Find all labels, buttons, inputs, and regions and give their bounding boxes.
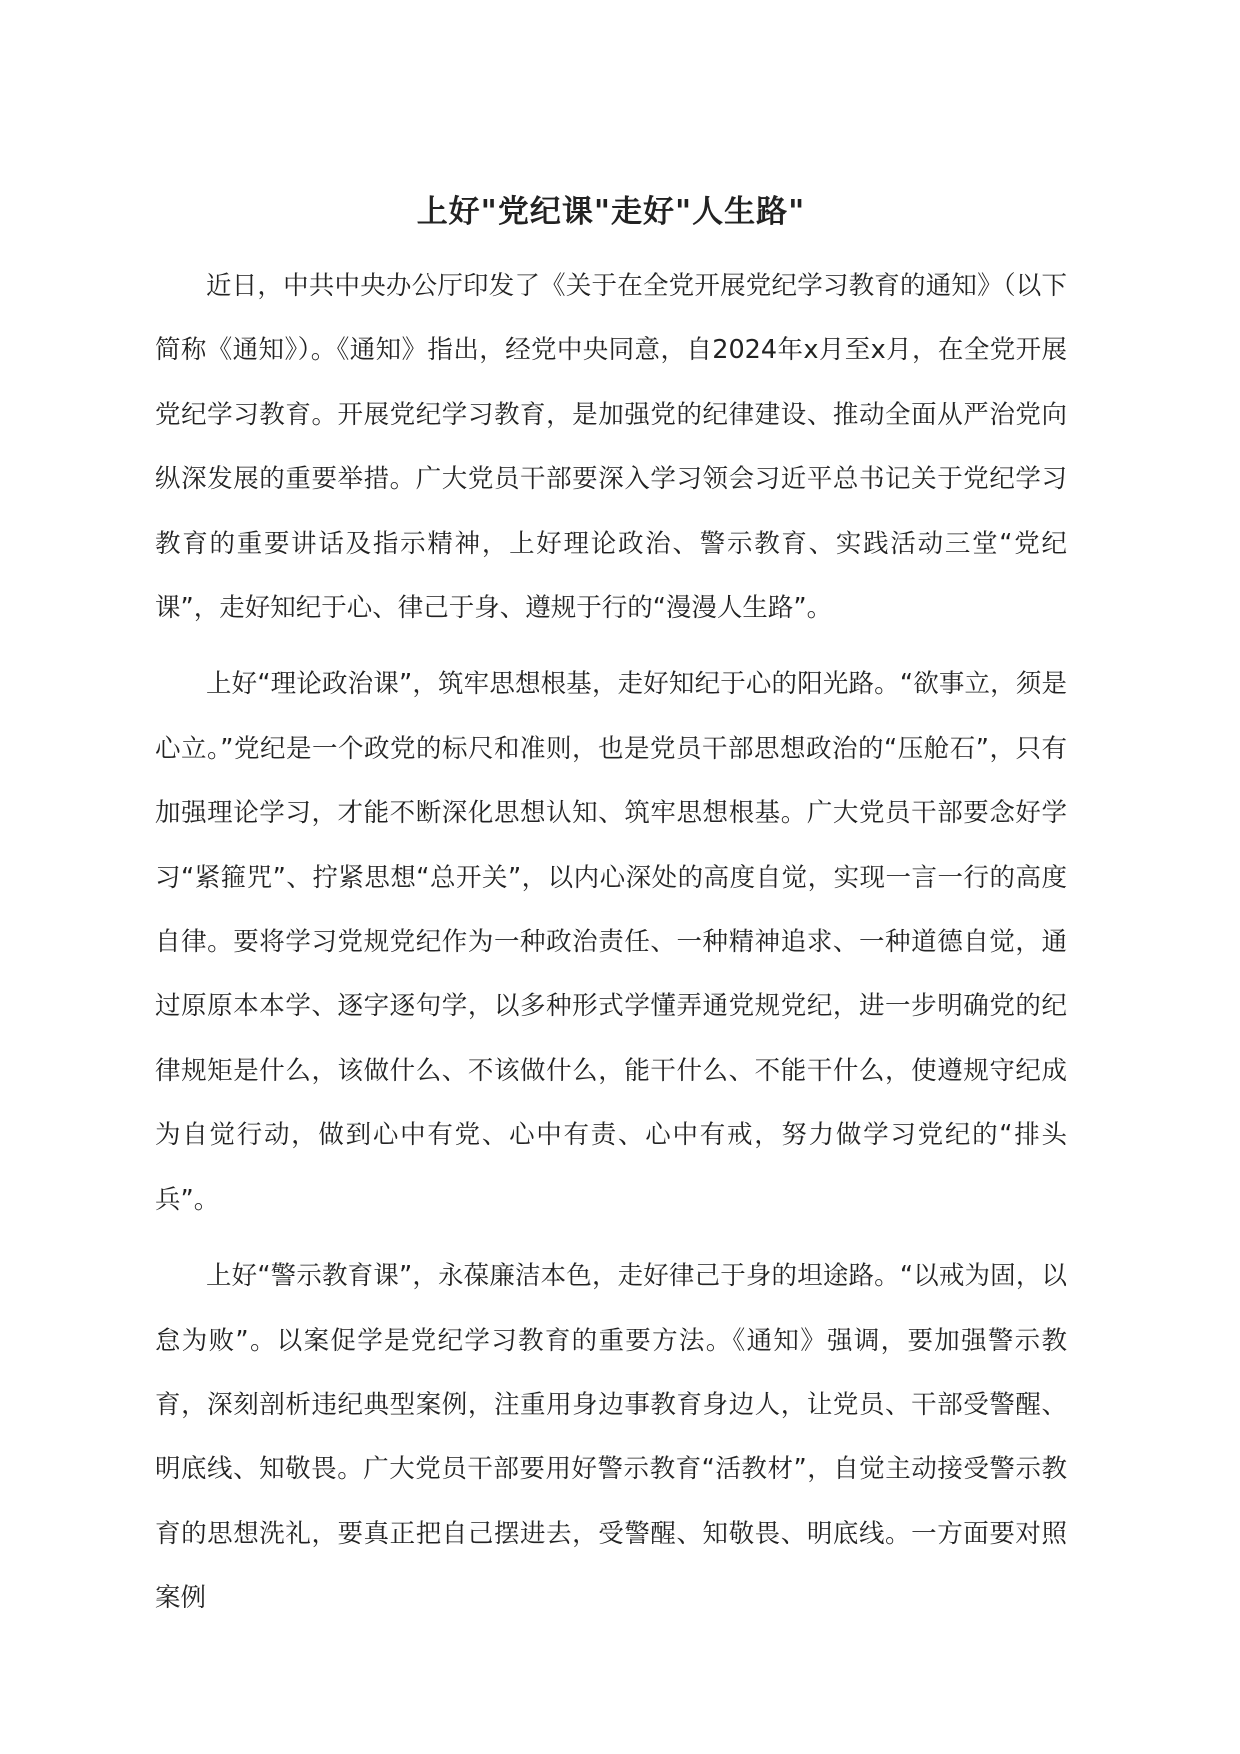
paragraph-warning-class: 上好“警示教育课”，永葆廉洁本色，走好律己于身的坦途路。“以戒为固，以怠为败”。以案促学是党纪学习教育的重要方法。《通知》强调，要加强警示教育，深刻剖析违纪典型案例，注重用身边事教育身边人，让党员、干部受警醒、明底线、知敬畏。广大党员干部要用好警示教育“活教材”，自觉主动接受警示教育的思想洗礼，要真正把自己摆进去，受警醒、知敬畏、明底线。一方面要对照案例 (155, 1261, 1067, 1614)
paragraph-intro: 近日，中共中央办公厅印发了《关于在全党开展党纪学习教育的通知》（以下简称《通知》）。《通知》指出，经党中央同意，自2024年x月至x月，在全党开展党纪学习教育。开展党纪学习教育，是加强党的纪律建设、推动全面从严治党向纵深发展的重要举措。广大党员干部要深入学习领会习近平总书记关于党纪学习教育的重要讲话及指示精神，上好理论政治、警示教育、实践活动三堂“党纪课”，走好知纪于心、律己于身、遵规于行的“漫漫人生路”。 (155, 271, 1067, 624)
document-title: 上好"党纪课"走好"人生路" (416, 194, 806, 230)
document-page (155, 190, 1067, 1643)
paragraph-theory-class: 上好“理论政治课”，筑牢思想根基，走好知纪于心的阳光路。“欲事立，须是心立。”党纪是一个政党的标尺和准则，也是党员干部思想政治的“压舱石”，只有加强理论学习，才能不断深化思想认知、筑牢思想根基。广大党员干部要念好学习“紧箍咒”、拧紧思想“总开关”，以内心深处的高度自觉，实现一言一行的高度自律。要将学习党规党纪作为一种政治责任、一种精神追求、一种道德自觉，通过原原本本学、逐字逐句学，以多种形式学懂弄通党规党纪，进一步明确党的纪律规矩是什么，该做什么、不该做什么，能干什么、不能干什么，使遵规守纪成为自觉行动，做到心中有党、心中有责、心中有戒，努力做学习党纪的“排头兵”。 (155, 669, 1067, 1215)
